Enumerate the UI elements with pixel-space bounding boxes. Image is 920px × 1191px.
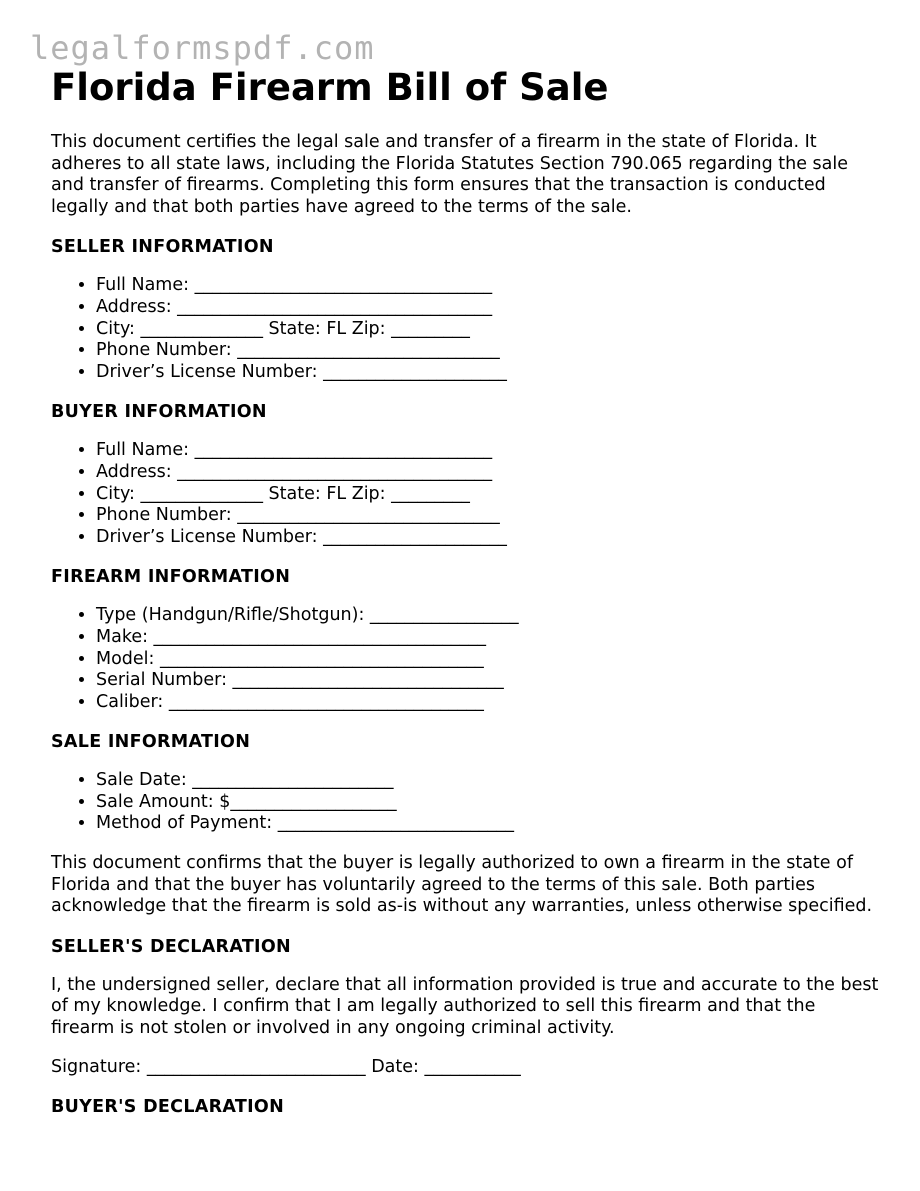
buyer-declaration-heading: BUYER'S DECLARATION: [51, 1097, 285, 1118]
confirmation-paragraph: This document confirms that the buyer is legally authorized to own a firearm in the state of Florida and that the buyer has voluntarily agreed to the terms of this sale. Both parties acknowledge that the firearm is sold as-is without any warranties, unless otherwise specified.: [51, 853, 873, 917]
buyer-city-field: • City: ______________ State: FL Zip: _________: [96, 484, 881, 506]
firearm-heading: FIREARM INFORMATION: [51, 567, 291, 588]
buyer-heading: BUYER INFORMATION: [51, 402, 267, 423]
watermark-logo: legalformspdf.com: [30, 29, 375, 67]
seller-phone-field: • Phone Number: ______________________________: [96, 340, 881, 362]
firearm-make-field: • Make: ______________________________________: [96, 627, 881, 649]
buyer-license-field: • Driver’s License Number: _____________________: [96, 527, 881, 549]
seller-heading: SELLER INFORMATION: [51, 237, 274, 258]
seller-full-name-field: • Full Name: __________________________________: [96, 275, 881, 297]
intro-paragraph: This document certifies the legal sale and transfer of a firearm in the state of Florida. It adheres to all state laws, including the Florida Statutes Section 790.065 regarding the sale and transfer of firearms. Completing this form ensures that the transaction is conducted legally and that both parties have agreed to the terms of the sale.: [51, 132, 849, 217]
buyer-address-field: • Address: ____________________________________: [96, 462, 881, 484]
document-body: [51, 66, 881, 1118]
seller-license-field: • Driver’s License Number: _____________________: [96, 362, 881, 384]
buyer-full-name-field: • Full Name: __________________________________: [96, 440, 881, 462]
sale-date-field: • Sale Date: _______________________: [96, 770, 881, 792]
page-title: Florida Firearm Bill of Sale: [51, 66, 609, 109]
firearm-caliber-field: • Caliber: ____________________________________: [96, 692, 881, 714]
seller-declaration-text: I, the undersigned seller, declare that all information provided is true and accurate to the best of my knowledge. I confirm that I am legally authorized to sell this firearm and that the firearm is not stolen or involved in any ongoing criminal activity.: [51, 974, 879, 1039]
buyer-fields: [51, 440, 881, 548]
seller-signature-line: Signature: _________________________ Date: ___________: [51, 1056, 521, 1077]
firearm-serial-field: • Serial Number: _______________________________: [96, 670, 881, 692]
seller-declaration-heading: SELLER'S DECLARATION: [51, 936, 291, 957]
seller-address-field: • Address: ____________________________________: [96, 297, 881, 319]
seller-city-field: • City: ______________ State: FL Zip: _________: [96, 319, 881, 341]
firearm-type-field: • Type (Handgun/Rifle/Shotgun): _________________: [96, 605, 881, 627]
sale-fields: [51, 770, 881, 835]
sale-heading: SALE INFORMATION: [51, 732, 251, 753]
sale-amount-field: • Sale Amount: $___________________: [96, 792, 881, 814]
buyer-phone-field: • Phone Number: ______________________________: [96, 505, 881, 527]
payment-method-field: • Method of Payment: ___________________________: [96, 813, 881, 835]
seller-fields: [51, 275, 881, 383]
firearm-fields: [51, 605, 881, 713]
firearm-model-field: • Model: _____________________________________: [96, 649, 881, 671]
